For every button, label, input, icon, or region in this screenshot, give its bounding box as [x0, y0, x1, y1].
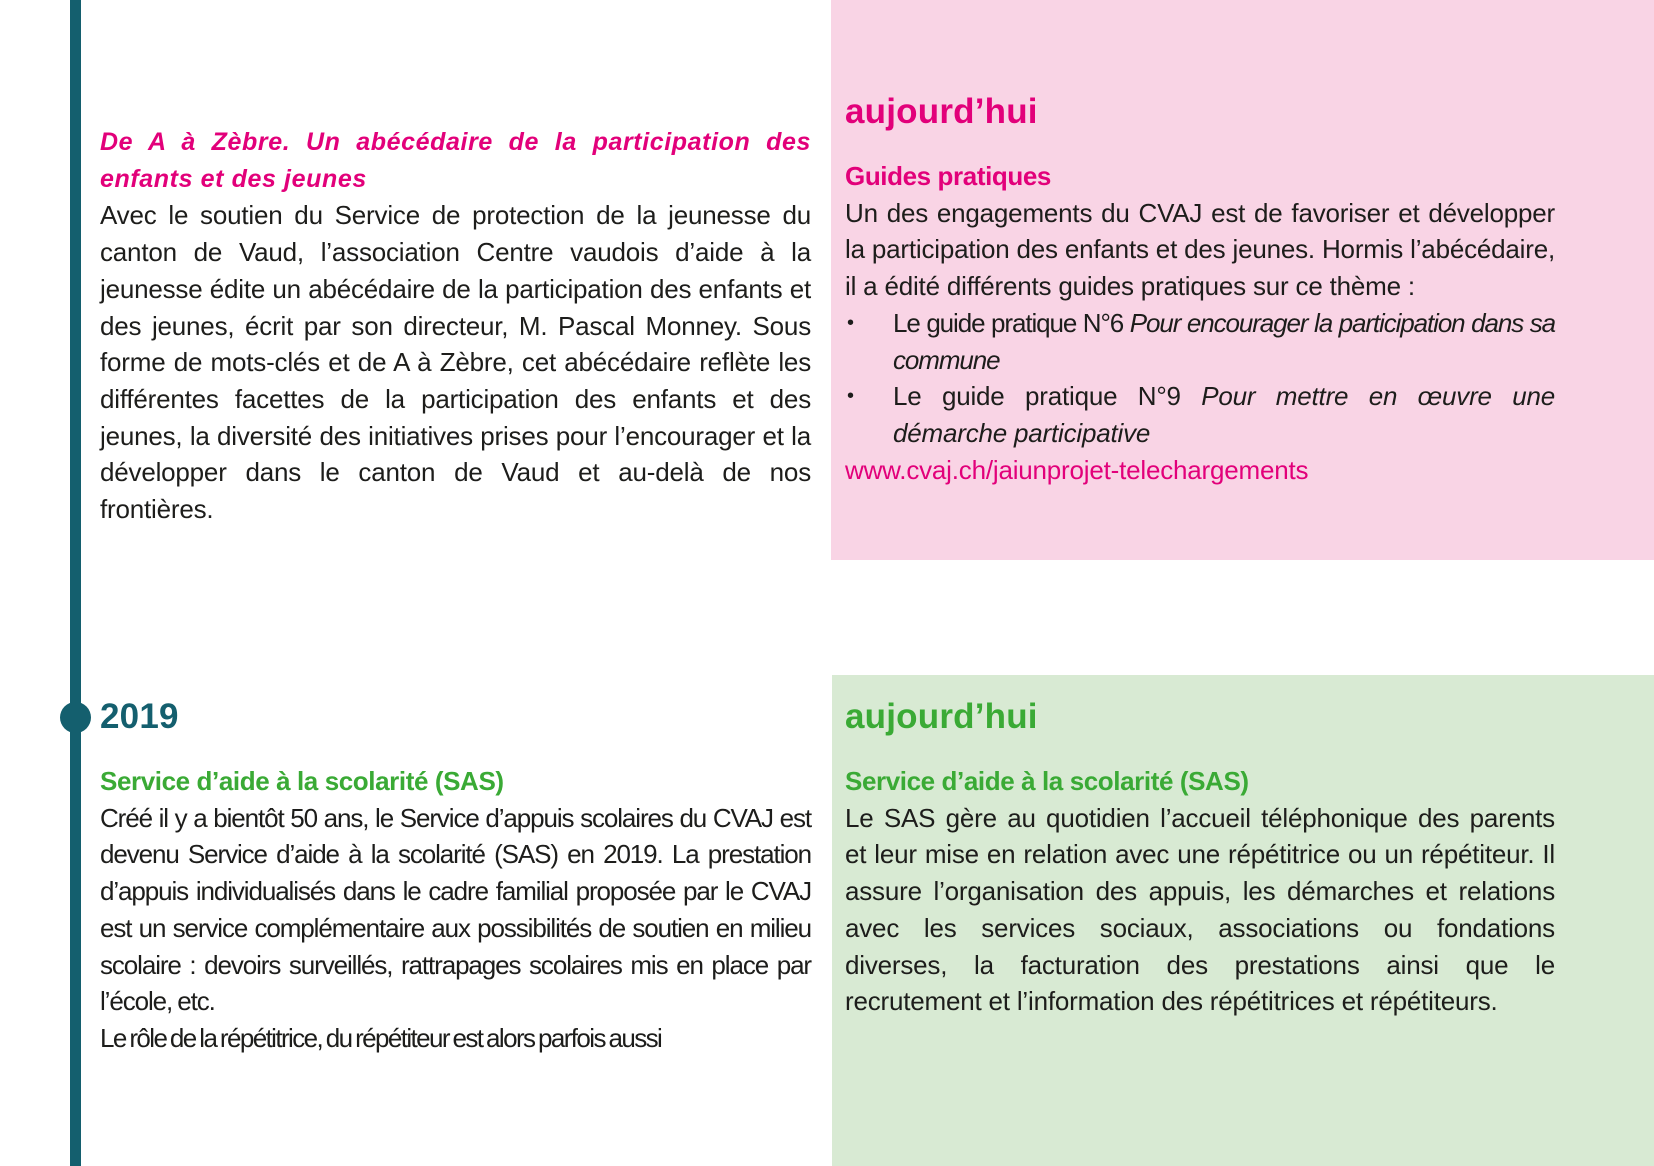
sas-history-body: Créé il y a bientôt 50 ans, le Service d’appuis scolaires du CVAJ est devenu Service d’aide à la scolarité (SAS) en 2019. La prestation d’appuis individualisés dans le cadre familial proposée par le CVAJ est un service complémentaire aux possibilités de soutien en milieu scolaire : devoirs surveillés, rattrapages scolaires mis en place par l’école, etc.: [100, 802, 811, 1017]
timeline-line: [70, 0, 81, 1166]
sas-history-section: [100, 695, 811, 1057]
sas-today-section: [845, 695, 1555, 1020]
timeline-marker-2019: [60, 702, 91, 733]
abecedaire-body: Avec le soutien du Service de protection de la jeunesse du canton de Vaud, l’association Centre vaudois d’aide à la jeunesse édite un abécédaire de la participation des enfants et des jeunes, écrit par son directeur, M. Pascal Monney. Sous forme de mots-clés et de A à Zèbre, cet abécédaire reflète les différentes facettes de la participation des enfants et des jeunes, la diversité des initiatives prises pour l’encourager et la développer dans le canton de Vaud et au-delà de nos frontières.: [100, 200, 811, 525]
sas-today-body: Le SAS gère au quotidien l’accueil téléphonique des parents et leur mise en relation avec une répétitrice ou un répétiteur. Il assure l’organisation des appuis, les démarches et relations avec les services sociaux, associations ou fondations diverses, la facturation des prestations ainsi que le recrutement et l’information des répétitrices et répétiteurs.: [845, 802, 1555, 1017]
guides-body: Un des engagements du CVAJ est de favoriser et développer la participation des enfants et des jeunes. Hormis l’abécédaire, il a édité différents guides pratiques sur ce thème :: [845, 197, 1555, 302]
guides-list: [845, 305, 1555, 452]
guide-item-title: Pour mettre en œuvre une démarche participative: [893, 381, 1555, 448]
sas-subtitle-left: Service d’aide à la scolarité (SAS): [100, 766, 504, 796]
sas-history-body-continued: Le rôle de la répétitrice, du répétiteur est alors parfois aussi: [100, 1022, 662, 1053]
guide-item-6: [845, 305, 1555, 378]
bullet-icon: •: [847, 385, 854, 408]
abecedaire-title: De A à Zèbre. Un abécédaire de la participation des enfants et des jeunes: [100, 128, 811, 193]
abecedaire-section: [100, 124, 811, 528]
guide-item-title: Pour encourager la participation dans sa commune: [893, 307, 1555, 375]
year-heading: 2019: [100, 697, 179, 736]
guide-item-prefix: Le guide pratique N°6: [893, 307, 1130, 338]
today-heading-2: aujourd’hui: [845, 697, 1038, 736]
guides-section: [845, 90, 1555, 488]
today-heading-1: aujourd’hui: [845, 92, 1038, 131]
guides-subtitle: Guides pratiques: [845, 161, 1051, 191]
guide-item-prefix: Le guide pratique N°9: [893, 381, 1202, 412]
sas-subtitle-right: Service d’aide à la scolarité (SAS): [845, 766, 1249, 796]
downloads-link[interactable]: www.cvaj.ch/jaiunprojet-telechargements: [845, 454, 1309, 485]
guide-item-9: [845, 378, 1555, 451]
bullet-icon: •: [847, 311, 854, 334]
